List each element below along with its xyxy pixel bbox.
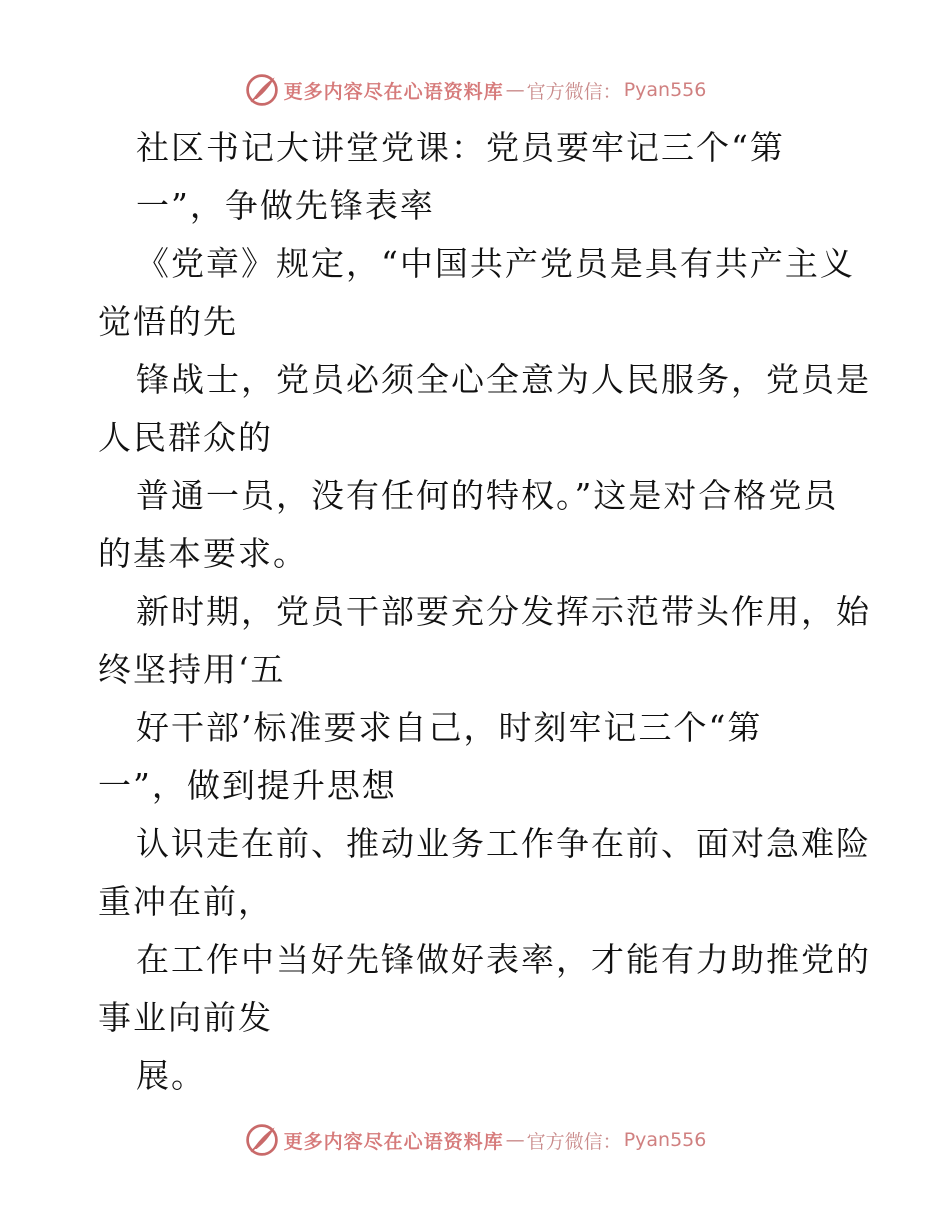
text-line: 终坚持用‘五 xyxy=(98,650,286,689)
text-line: 社区书记大讲堂党课：党员要牢记三个“第 xyxy=(136,128,785,167)
text-line: 锋战士，党员必须全心全意为人民服务，党员是 xyxy=(136,360,871,399)
watermark-separator: — xyxy=(505,79,525,101)
header-watermark xyxy=(0,70,950,110)
text-line: 《党章》规定，“中国共产党员是具有共产主义 xyxy=(136,244,855,283)
quill-logo-icon xyxy=(244,72,280,108)
footer-watermark xyxy=(0,1120,950,1160)
watermark-separator: — xyxy=(505,1129,525,1151)
text-line: 人民群众的 xyxy=(98,418,273,457)
watermark-bold-text: 更多内容尽在心语资料库 xyxy=(283,80,504,103)
text-line: 事业向前发 xyxy=(98,998,273,1037)
text-line: 展。 xyxy=(136,1056,206,1095)
watermark-rest-text: 官方微信： xyxy=(526,80,622,103)
watermark-id-text: Pyan556 xyxy=(623,1129,707,1151)
text-line: 在工作中当好先锋做好表率，才能有力助推党的 xyxy=(136,940,871,979)
text-line: 好干部’标准要求自己，时刻牢记三个“第 xyxy=(136,708,763,747)
text-line: 新时期，党员干部要充分发挥示范带头作用，始 xyxy=(136,592,871,631)
text-line: 一”，做到提升思想 xyxy=(98,766,397,805)
text-line: 普通一员，没有任何的特权。”这是对合格党员 xyxy=(136,476,839,515)
text-line: 一”，争做先锋表率 xyxy=(136,186,435,225)
text-line: 的基本要求。 xyxy=(98,534,308,573)
text-line: 觉悟的先 xyxy=(98,302,238,341)
watermark-id-text: Pyan556 xyxy=(623,79,707,101)
watermark-rest-text: 官方微信： xyxy=(526,1130,622,1153)
quill-logo-icon xyxy=(244,1122,280,1158)
text-line: 重冲在前， xyxy=(98,882,273,921)
watermark-bold-text: 更多内容尽在心语资料库 xyxy=(283,1130,504,1153)
text-line: 认识走在前、推动业务工作争在前、面对急难险 xyxy=(136,824,871,863)
